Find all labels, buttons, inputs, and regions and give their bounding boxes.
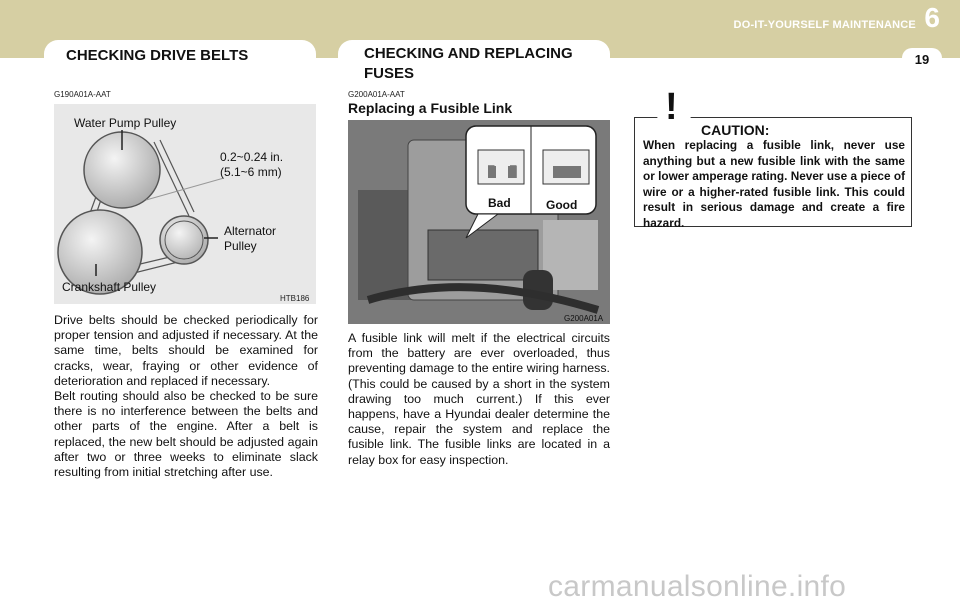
exclamation-icon: ! xyxy=(665,86,678,128)
engine-bay-illustration xyxy=(348,120,610,324)
heading-line-1: CHECKING AND REPLACING xyxy=(364,45,573,62)
section-title: DO-IT-YOURSELF MAINTENANCE xyxy=(733,19,916,31)
caution-title: CAUTION: xyxy=(701,122,770,138)
watermark: carmanualsonline.info xyxy=(548,570,847,603)
subheading: Replacing a Fusible Link xyxy=(348,100,513,116)
section-tab-fuses xyxy=(338,40,610,82)
good-fuse-icon xyxy=(553,166,581,178)
section-tab-drive-belts xyxy=(44,40,316,70)
gap-mm-label: (5.1~6 mm) xyxy=(220,165,282,179)
fusible-link-paragraph: A fusible link will melt if the electrical circuits from the battery are ever overloaded, thus preventing damage to the entire wiring harness. (This could be caused by a short in the system drawing too much current.) If this ever happens, have a Hyundai dealer determine the cause, repair the system and replace the fusible link. The fusible links are located in a relay box for easy inspection. xyxy=(348,331,610,467)
reference-code: G200A01A-AAT xyxy=(348,90,405,99)
relay-box-photo xyxy=(348,120,610,324)
alternator-pulley xyxy=(160,216,208,264)
page-number: 19 xyxy=(902,48,942,70)
bad-fuse-icon xyxy=(488,166,496,178)
crankshaft-label: Crankshaft Pulley xyxy=(62,280,157,294)
pulley-illustration xyxy=(54,104,316,304)
good-label: Good xyxy=(546,198,578,212)
alternator-label: Alternator xyxy=(224,224,277,238)
caution-box xyxy=(634,86,912,230)
alternator-label-2: Pulley xyxy=(224,239,257,253)
reference-code: G190A01A-AAT xyxy=(54,90,111,99)
section-heading-fuses xyxy=(364,44,573,84)
caution-text: When replacing a fusible link, never use anything but a new fusible link with the same or lower amperage rating. Never use a piece of wire or a higher-rated fusible link. This could result in serious damage and create a fire hazard. xyxy=(643,138,905,230)
section-heading: CHECKING DRIVE BELTS xyxy=(66,47,249,64)
water-pump-label: Water Pump Pulley xyxy=(74,116,177,130)
drive-belt-diagram xyxy=(54,104,316,304)
heading-line-2: FUSES xyxy=(364,65,415,82)
section-header xyxy=(734,4,940,32)
drive-belt-paragraph: Drive belts should be checked periodically for proper tension and adjusted if necessary. At the same time, belts should be examined for cracks, wear, fraying or other evidence of deterioration and replaced if necessary. Belt routing should also be checked to be sure there is no interference between the belts and other parts of the engine. After a belt is replaced, the new belt should be adjusted again after two or three weeks to eliminate slack resulting from initial stretching after use. xyxy=(54,313,318,480)
figure-code: HTB186 xyxy=(280,294,310,303)
chapter-number: 6 xyxy=(924,2,940,33)
gap-inch-label: 0.2~0.24 in. xyxy=(220,150,284,164)
bad-label: Bad xyxy=(488,196,511,210)
figure-code: G200A01A xyxy=(564,314,604,323)
